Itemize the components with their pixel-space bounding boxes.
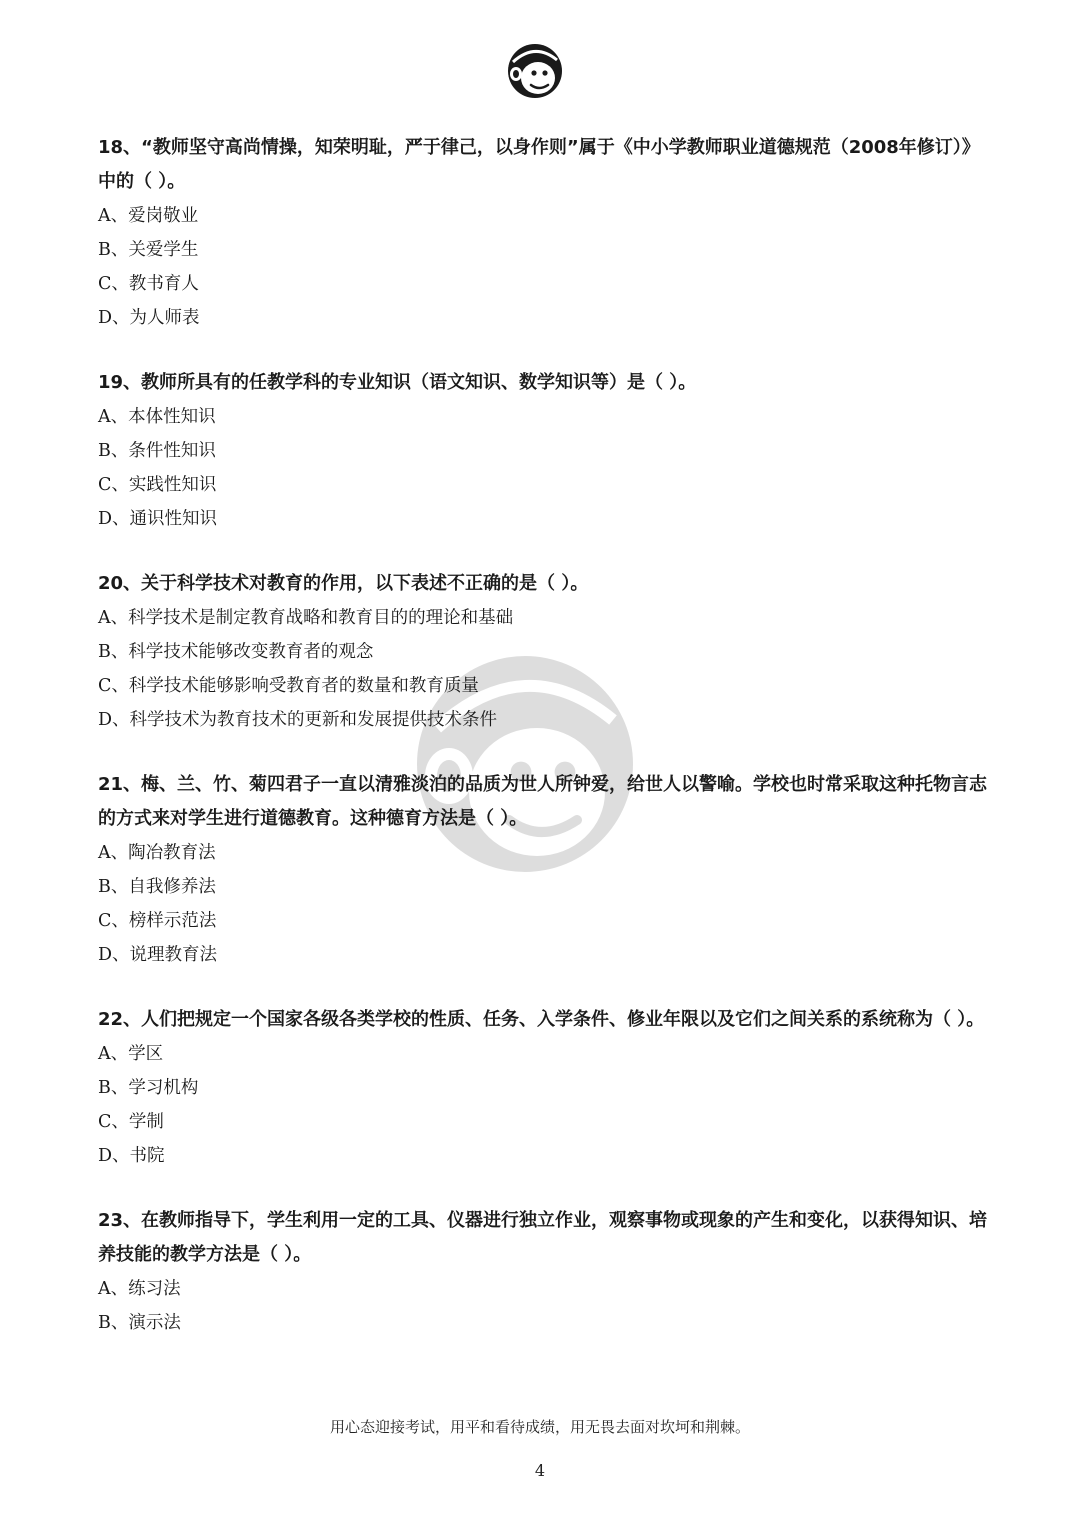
question-18 xyxy=(98,131,988,335)
option-a: A、本体性知识 xyxy=(98,407,216,427)
question-list xyxy=(98,131,988,1371)
option-b: B、演示法 xyxy=(98,1313,181,1333)
page-number: 4 xyxy=(534,1461,546,1480)
option-d: D、说理教育法 xyxy=(98,945,218,965)
option-d: D、科学技术为教育技术的更新和发展提供技术条件 xyxy=(98,710,498,730)
footer-motto: 用心态迎接考试，用平和看待成绩，用无畏去面对坎坷和荆棘。 xyxy=(329,1418,750,1436)
option-c: C、科学技术能够影响受教育者的数量和教育质量 xyxy=(98,676,479,696)
question-text: 23、在教师指导下，学生利用一定的工具、仪器进行独立作业，观察事物或现象的产生和变化，以获得知识、培养技能的教学方法是（ ）。 xyxy=(98,1210,988,1265)
option-b: B、学习机构 xyxy=(98,1078,199,1098)
question-text: 20、关于科学技术对教育的作用，以下表述不正确的是（ ）。 xyxy=(98,573,589,594)
question-text: 21、梅、兰、竹、菊四君子一直以清雅淡泊的品质为世人所钟爱，给世人以警喻。学校也时常采取这种托物言志的方式来对学生进行道德教育。这种德育方法是（ ）。 xyxy=(98,774,988,829)
question-text: 19、教师所具有的任教学科的专业知识（语文知识、数学知识等）是（ ）。 xyxy=(98,372,697,393)
monkey-logo-icon xyxy=(505,40,565,100)
option-b: B、条件性知识 xyxy=(98,441,216,461)
option-b: B、自我修养法 xyxy=(98,877,216,897)
question-22 xyxy=(98,1003,988,1173)
option-a: A、练习法 xyxy=(98,1279,181,1299)
option-d: D、通识性知识 xyxy=(98,509,218,529)
option-a: A、学区 xyxy=(98,1044,164,1064)
option-c: C、学制 xyxy=(98,1112,164,1132)
option-b: B、科学技术能够改变教育者的观念 xyxy=(98,642,374,662)
question-19 xyxy=(98,366,988,536)
option-c: C、教书育人 xyxy=(98,274,199,294)
option-a: A、陶冶教育法 xyxy=(98,843,216,863)
question-20 xyxy=(98,567,988,737)
option-d: D、书院 xyxy=(98,1146,165,1166)
option-a: A、爱岗敬业 xyxy=(98,206,199,226)
question-23 xyxy=(98,1204,988,1340)
question-text: 22、人们把规定一个国家各级各类学校的性质、任务、入学条件、修业年限以及它们之间关系的系统称为（ ）。 xyxy=(98,1009,985,1030)
option-c: C、榜样示范法 xyxy=(98,911,217,931)
option-a: A、科学技术是制定教育战略和教育目的的理论和基础 xyxy=(98,608,514,628)
option-d: D、为人师表 xyxy=(98,308,200,328)
question-text: 18、“教师坚守高尚情操，知荣明耻，严于律己，以身作则”属于《中小学教师职业道德规范（2008年修订）》中的（ ）。 xyxy=(98,137,980,192)
option-c: C、实践性知识 xyxy=(98,475,217,495)
question-21 xyxy=(98,768,988,972)
option-b: B、关爱学生 xyxy=(98,240,199,260)
